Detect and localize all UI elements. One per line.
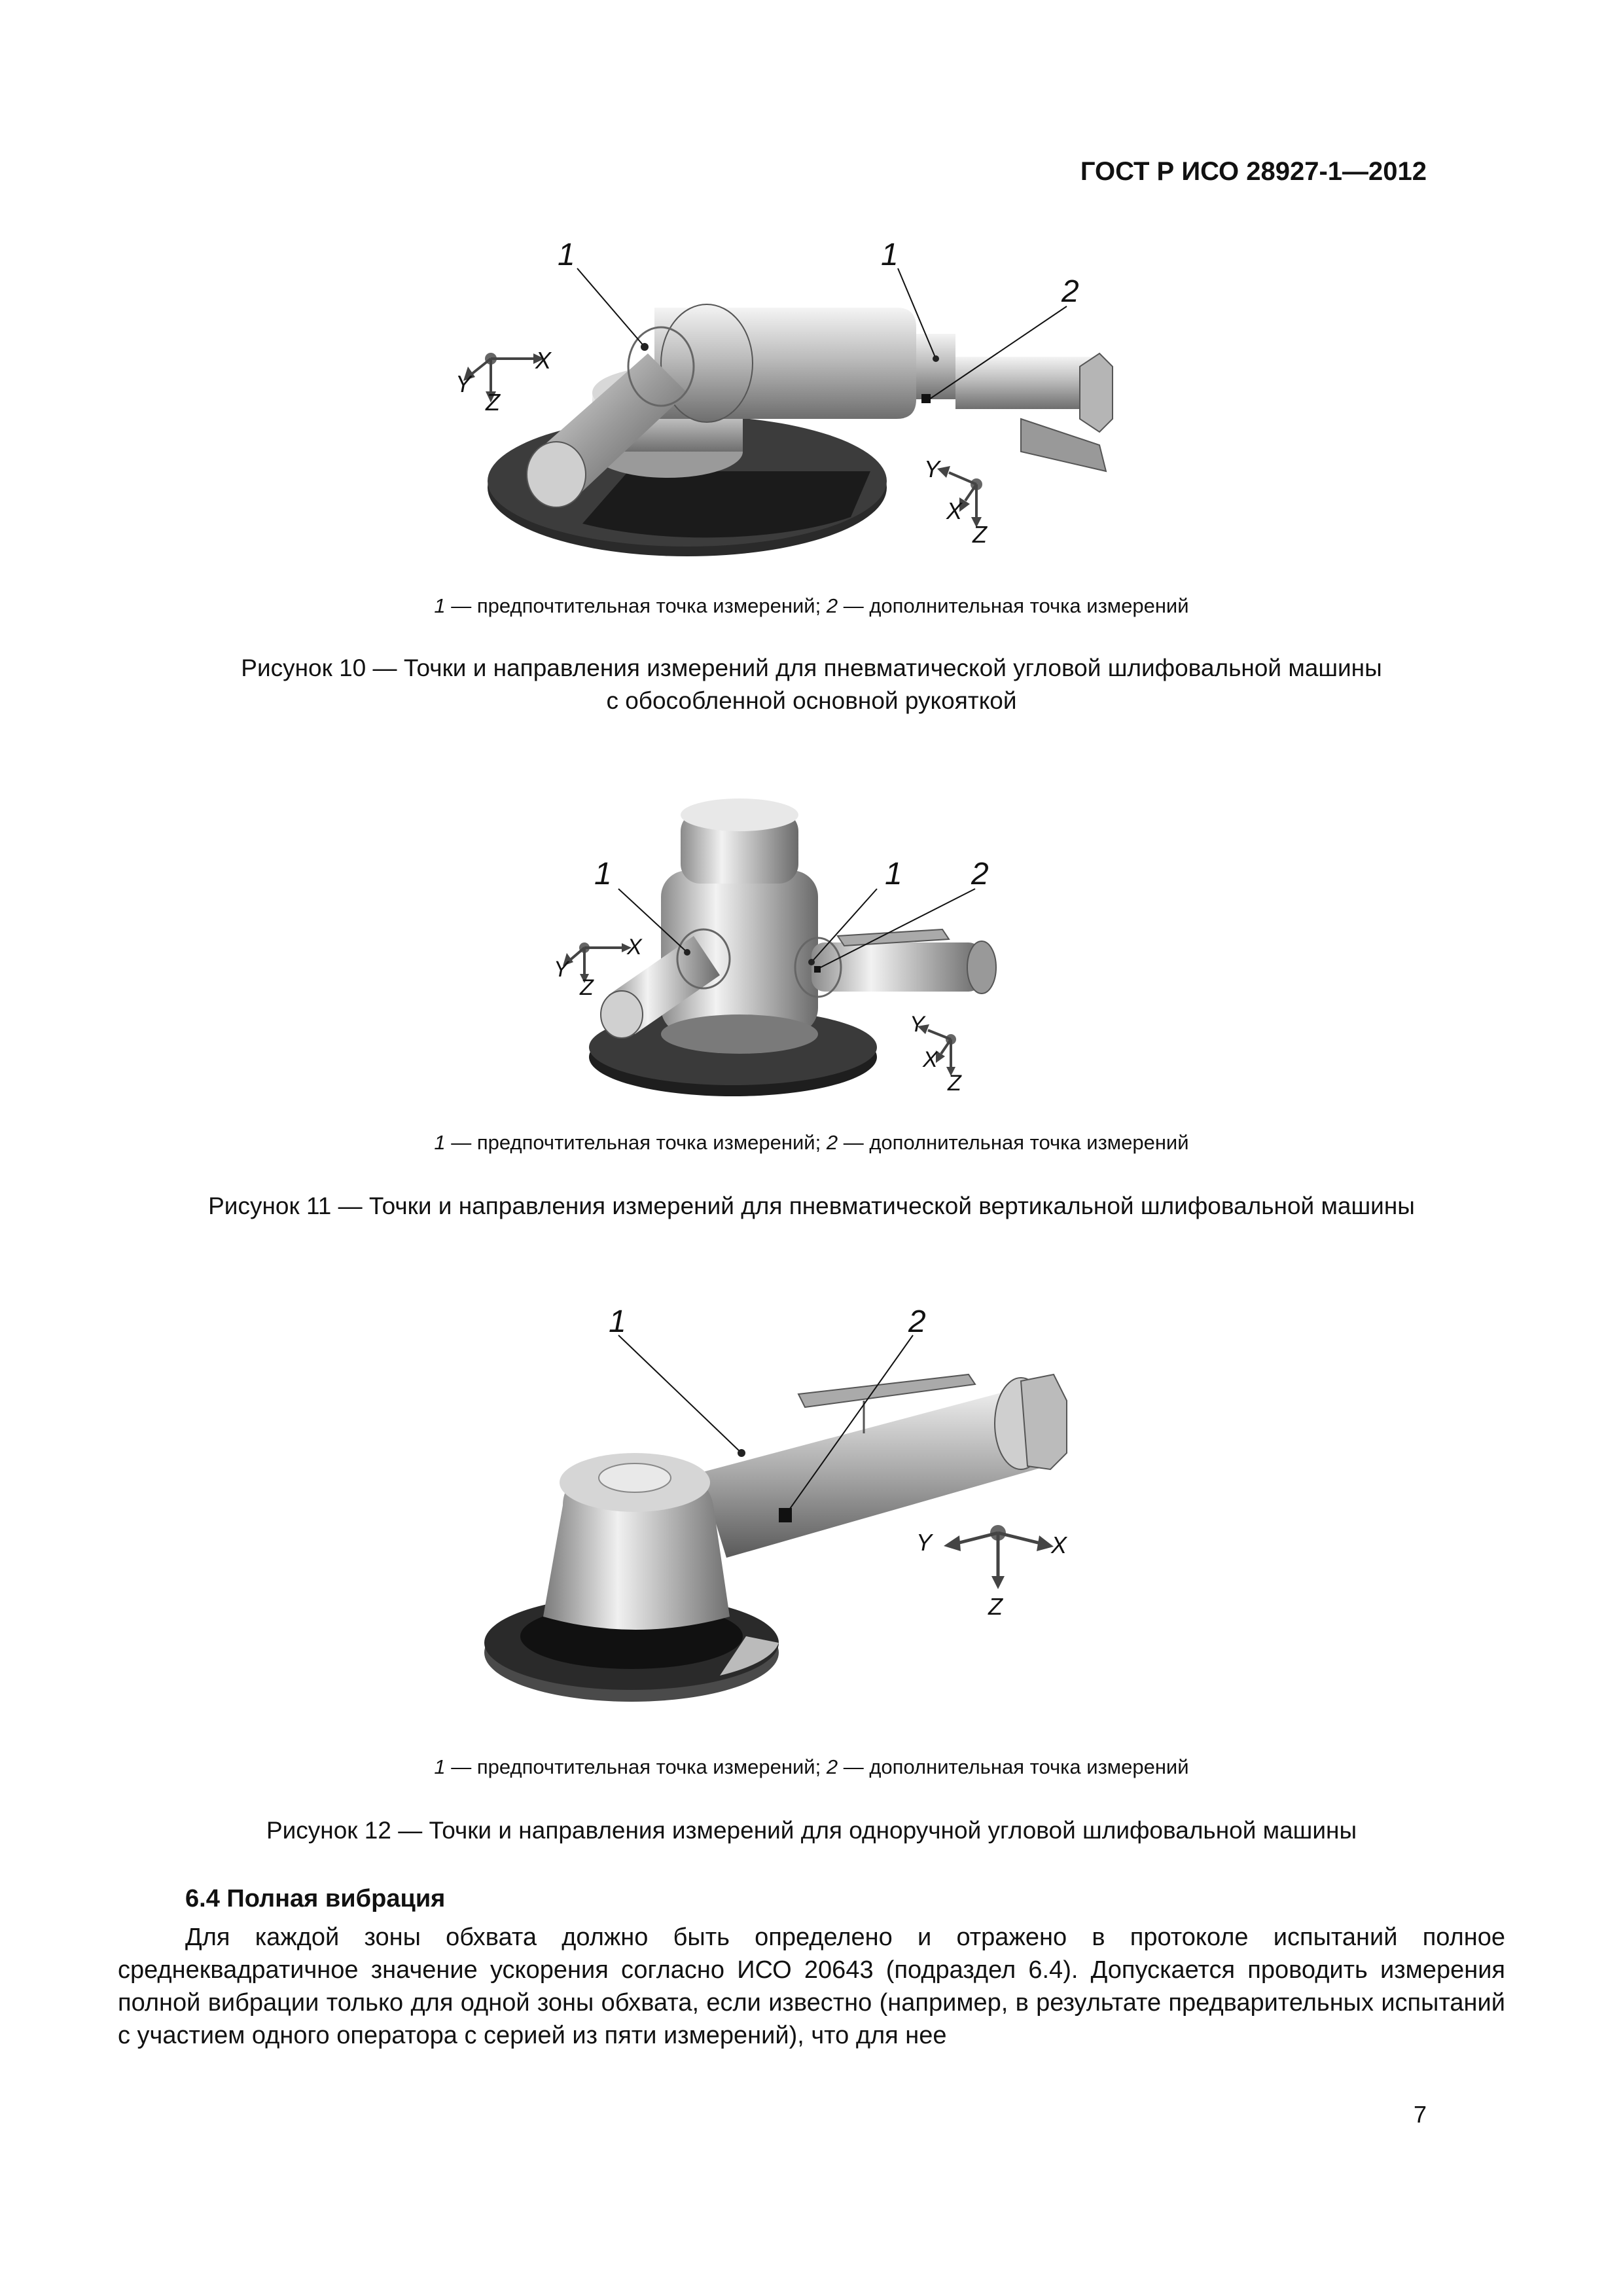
- figure-11-illustration: [0, 785, 1623, 1100]
- right-handle: [795, 929, 996, 997]
- axis-label-y: Y: [455, 370, 472, 397]
- axes-left: [463, 353, 544, 403]
- figure-caption: Рисунок 11 — Точки и направления измерений для пневматической вертикальной шлифовальной машины: [208, 1193, 1415, 1219]
- document-header: ГОСТ Р ИСО 28927-1—2012: [1080, 157, 1427, 186]
- callout-line-1: [618, 1335, 741, 1453]
- motor-body: [700, 1374, 1067, 1558]
- measurement-point-1a: [684, 949, 690, 956]
- axis-label-y: Y: [916, 1529, 933, 1556]
- figure-10-illustration: [0, 223, 1623, 563]
- callout-label-1a: 1: [558, 238, 575, 272]
- callout-label-1: 1: [609, 1304, 626, 1339]
- figure-caption: Рисунок 10 — Точки и направления измерений для пневматической угловой шлифовальной машины с обособленной основной рукояткой: [241, 655, 1382, 714]
- axis-label-z: Z: [486, 389, 500, 416]
- section-paragraph: [118, 1921, 1505, 2052]
- callout-label-2: 2: [971, 857, 989, 891]
- axis-label-y: Y: [554, 957, 569, 982]
- axis-label-x: X: [535, 347, 552, 374]
- axis-label-z: Z: [580, 975, 594, 1000]
- motor-body: [661, 798, 818, 1054]
- measurement-point-2: [814, 966, 821, 973]
- axis-label-y: Y: [924, 456, 940, 482]
- callout-label-1a: 1: [594, 857, 612, 891]
- axis-label-z: Z: [948, 1071, 961, 1096]
- callout-label-2: 2: [1061, 274, 1079, 309]
- paragraph-text: Для каждой зоны обхвата должно быть определено и отражено в протоколе испытаний полное среднеквадратичное значение ускорения согласно ИСО 20643 (подраздел 6.4). Допускается проводить измерения полной вибрации только для одной зоны обхвата, если известно (например, в результате предварительных испытаний с участием одного оператора с серией из пяти измерений), что для нее: [118, 1924, 1505, 2049]
- figure-legend: 1 — предпочтительная точка измерений; 2 — дополнительная точка измерений: [434, 594, 1189, 617]
- figure-12-illustration: [0, 1296, 1623, 1728]
- gear-head: [543, 1453, 730, 1630]
- axis-label-y: Y: [910, 1012, 925, 1037]
- axis-label-z: Z: [988, 1593, 1003, 1620]
- section-title: 6.4 Полная вибрация: [185, 1885, 446, 1912]
- axes-left: [563, 942, 632, 983]
- axis-label-z: Z: [972, 521, 987, 548]
- figure-caption: Рисунок 12 — Точки и направления измерений для одноручной угловой шлифовальной машины: [266, 1817, 1357, 1844]
- axis-label-x: X: [1051, 1532, 1067, 1558]
- axes: [944, 1525, 1054, 1589]
- page-number: 7: [1413, 2101, 1427, 2128]
- callout-label-1b: 1: [881, 238, 899, 272]
- measurement-point-2: [779, 1508, 792, 1522]
- axis-label-x: X: [627, 935, 642, 960]
- axis-label-x: X: [946, 497, 963, 524]
- callout-label-1b: 1: [885, 857, 902, 891]
- figure-legend: 1 — предпочтительная точка измерений; 2 — дополнительная точка измерений: [434, 1755, 1189, 1778]
- measurement-point-1b: [933, 355, 939, 362]
- measurement-point-1: [738, 1449, 745, 1457]
- measurement-point-2: [921, 394, 931, 403]
- measurement-point-1b: [808, 959, 815, 965]
- callout-label-2: 2: [908, 1304, 926, 1339]
- measurement-point-1a: [641, 343, 649, 351]
- axis-label-x: X: [923, 1047, 938, 1072]
- figure-legend: 1 — предпочтительная точка измерений; 2 — дополнительная точка измерений: [434, 1131, 1189, 1154]
- callout-line-1a: [577, 268, 645, 347]
